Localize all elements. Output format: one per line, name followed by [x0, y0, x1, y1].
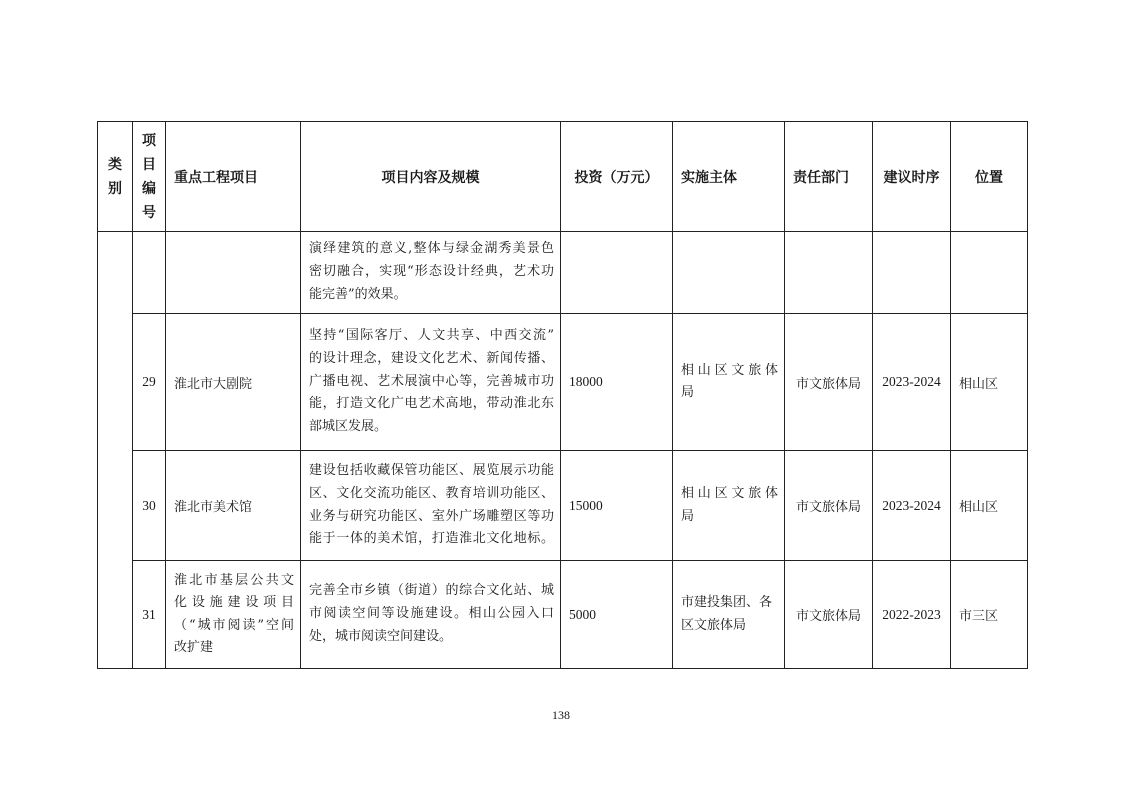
header-project-no: 项 目 编 号	[133, 122, 166, 232]
project-content-cell	[301, 451, 561, 561]
table-row	[98, 561, 1028, 669]
table-row	[98, 232, 1028, 314]
content-line: 的设计理念，建设文化艺术、新闻传播、	[309, 350, 554, 366]
project-name-cell	[166, 561, 301, 669]
content-line: 演绎建筑的意义,整体与绿金湖秀美景色	[309, 241, 554, 257]
project-table	[97, 121, 1028, 669]
content-line: 处，城市阅读空间建设。	[309, 628, 453, 644]
location-cell: 相山区	[951, 314, 1028, 451]
content-line: 区、文化交流功能区、教育培训功能区、	[309, 485, 554, 501]
header-key-project: 重点工程项目	[166, 122, 301, 232]
project-name-line: 化设施建设项目	[174, 595, 294, 610]
table-row	[98, 451, 1028, 561]
project-no-cell: 31	[133, 561, 166, 669]
content-line: 市阅读空间等设施建设。相山公园入口	[309, 606, 554, 622]
category-cell	[98, 232, 133, 669]
content-line: 坚持“国际客厅、人文共享、中西交流”	[309, 328, 554, 343]
implementer-line: 局	[681, 508, 695, 524]
header-row	[98, 122, 1028, 232]
implementer-line: 相山区文旅体	[681, 486, 778, 501]
content-line: 部城区发展。	[309, 419, 388, 435]
department-cell: 市文旅体局	[785, 451, 873, 561]
schedule-cell	[873, 232, 951, 314]
header-implementer: 实施主体	[673, 122, 785, 232]
project-no-cell: 29	[133, 314, 166, 451]
header-schedule: 建议时序	[873, 122, 951, 232]
implementer-line: 相山区文旅体	[681, 362, 778, 378]
project-content-cell	[301, 561, 561, 669]
content-line: 能完善”的效果。	[309, 286, 407, 302]
content-line: 密切融合，实现“形态设计经典，艺术功	[309, 264, 554, 280]
implementer-cell	[673, 561, 785, 669]
implementer-cell	[673, 314, 785, 451]
project-name-cell: 淮北市大剧院	[166, 314, 301, 451]
investment-cell	[561, 232, 673, 314]
department-cell	[785, 232, 873, 314]
project-name-line: （“城市阅读”空间	[174, 617, 294, 633]
header-investment: 投资（万元）	[561, 122, 673, 232]
header-location: 位置	[951, 122, 1028, 232]
content-line: 广播电视、艺术展演中心等，完善城市功	[309, 373, 554, 389]
investment-cell: 18000	[561, 314, 673, 451]
content-line: 业务与研究功能区、室外广场雕塑区等功	[309, 508, 554, 524]
implementer-line: 局	[681, 385, 695, 400]
investment-cell: 5000	[561, 561, 673, 669]
department-cell: 市文旅体局	[785, 314, 873, 451]
content-line: 能，打造文化广电艺术高地，带动淮北东	[309, 396, 554, 412]
project-name-line: 改扩建	[174, 640, 214, 655]
implementer-line: 市建投集团、各	[681, 595, 773, 610]
page-number: 138	[552, 708, 570, 722]
department-cell: 市文旅体局	[785, 561, 873, 669]
project-no-cell: 30	[133, 451, 166, 561]
header-department: 责任部门	[785, 122, 873, 232]
header-category: 类 别	[98, 122, 133, 232]
header-content: 项目内容及规模	[301, 122, 561, 232]
project-name-cell	[166, 232, 301, 314]
investment-cell: 15000	[561, 451, 673, 561]
location-cell	[951, 232, 1028, 314]
location-cell: 市三区	[951, 561, 1028, 669]
content-line: 能于一体的美术馆，打造淮北文化地标。	[309, 531, 554, 547]
location-cell: 相山区	[951, 451, 1028, 561]
project-content-cell	[301, 232, 561, 314]
project-content-cell	[301, 314, 561, 451]
implementer-line: 区文旅体局	[681, 617, 747, 633]
content-line: 完善全市乡镇（街道）的综合文化站、城	[309, 583, 554, 599]
implementer-cell	[673, 451, 785, 561]
project-name-line: 淮北市基层公共文	[174, 572, 294, 588]
project-name-cell: 淮北市美术馆	[166, 451, 301, 561]
project-no-cell	[133, 232, 166, 314]
table-row	[98, 314, 1028, 451]
implementer-cell	[673, 232, 785, 314]
schedule-cell: 2022-2023	[873, 561, 951, 669]
schedule-cell: 2023-2024	[873, 451, 951, 561]
content-line: 建设包括收藏保管功能区、展览展示功能	[309, 462, 554, 478]
schedule-cell: 2023-2024	[873, 314, 951, 451]
